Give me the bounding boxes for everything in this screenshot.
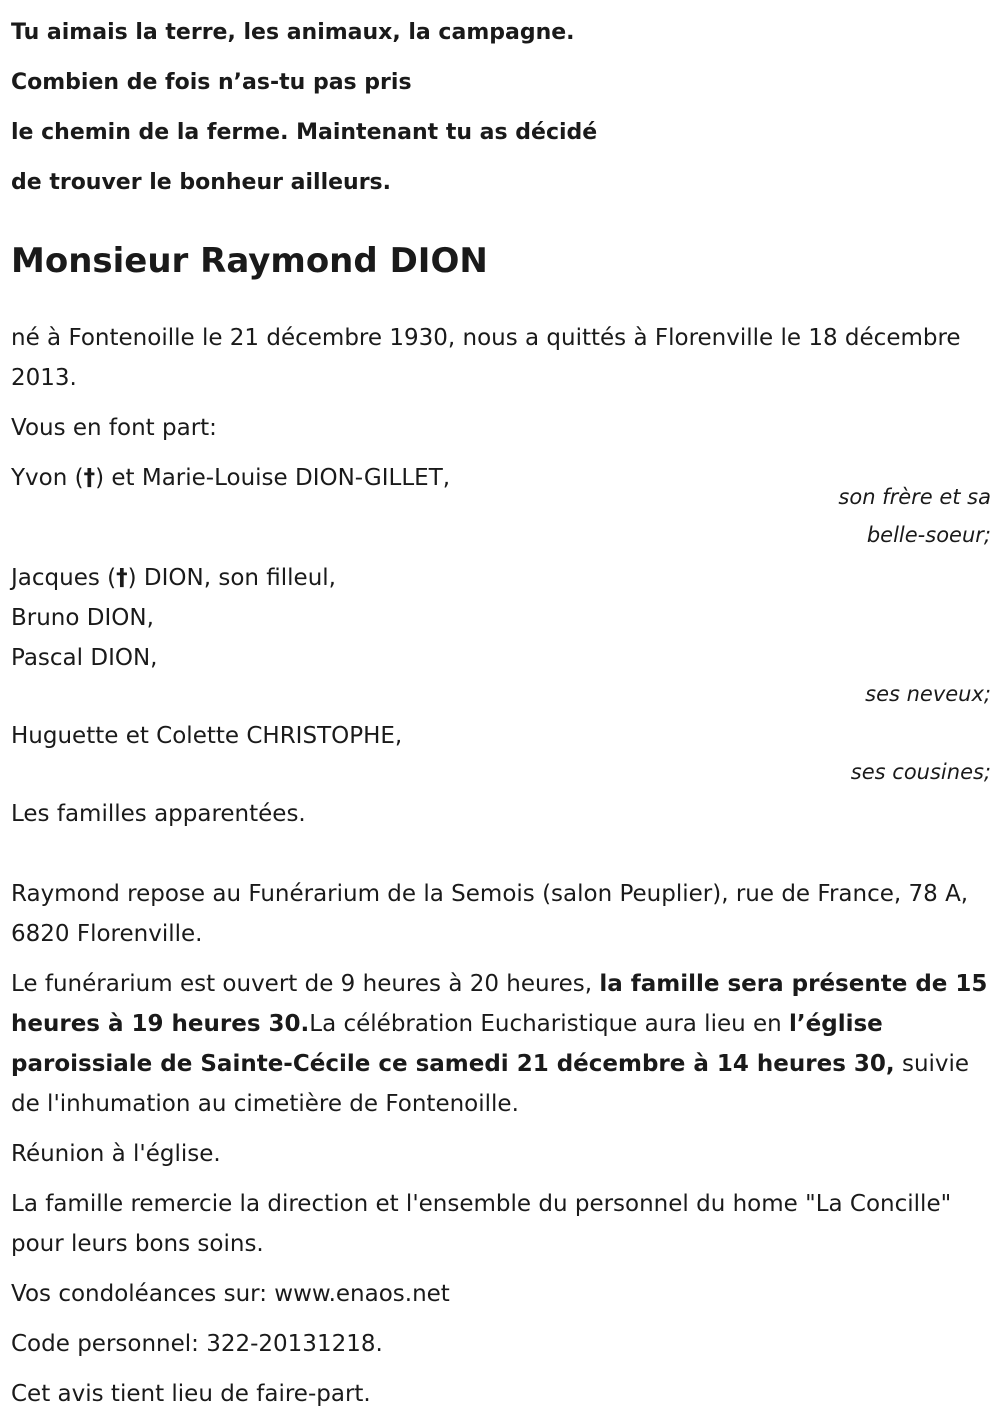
thanks-text: La famille remercie la direction et l'ensemble du personnel du home "La Concille" pour leurs bons soins.	[11, 1191, 952, 1257]
family-closing: Les familles apparentées.	[11, 801, 306, 827]
notice-text: Cet avis tient lieu de faire-part.	[11, 1381, 371, 1407]
poem-line: Tu aimais la terre, les animaux, la campagne.	[11, 20, 575, 45]
deceased-name: Monsieur Raymond DION	[11, 241, 488, 281]
family-line: Bruno DION,	[11, 605, 154, 631]
relation-label: belle-soeur;	[866, 523, 991, 547]
obituary-notice	[11, 0, 991, 1414]
hours-text: Le funérarium est ouvert de 9 heures à 20 heures, la famille sera présente de 15 heures à 19 heures 30.La célébration Eucharistique aura lieu en l’église paroissiale de Sainte-Cécile ce samedi 21 décembre à 14 heures 30, suivie de l'inhumation au cimetière de Fontenoille.	[11, 971, 988, 1117]
reunion-text: Réunion à l'église.	[11, 1141, 221, 1167]
family-group-sibling	[11, 458, 991, 554]
family-line: Huguette et Colette CHRISTOPHE,	[11, 723, 403, 749]
relation-label: son frère et sa	[838, 485, 991, 509]
cross-icon: †	[116, 565, 128, 591]
family-group-nephews	[11, 558, 991, 706]
relation-label: ses cousines;	[850, 760, 991, 784]
poem-line: Combien de fois n’as-tu pas pris	[11, 70, 412, 95]
birth-death-text: né à Fontenoille le 21 décembre 1930, nous a quittés à Florenville le 18 décembre 2013.	[11, 325, 961, 391]
poem	[11, 0, 991, 208]
relation-label: ses neveux;	[865, 682, 991, 706]
poem-line: le chemin de la ferme. Maintenant tu as décidé	[11, 120, 598, 145]
family-group-cousins	[11, 716, 991, 784]
family-line: Yvon (†) et Marie-Louise DION-GILLET,	[11, 465, 451, 491]
announcement-intro: Vous en font part:	[11, 415, 217, 441]
family-line: Jacques (†) DION, son filleul,	[11, 565, 336, 591]
personal-code: Code personnel: 322-20131218.	[11, 1331, 383, 1357]
repose-text: Raymond repose au Funérarium de la Semois (salon Peuplier), rue de France, 78 A, 6820 Florenville.	[11, 881, 969, 947]
condolences-text: Vos condoléances sur: www.enaos.net	[11, 1281, 450, 1307]
family-line: Pascal DION,	[11, 645, 158, 671]
cross-icon: †	[83, 465, 96, 491]
poem-line: de trouver le bonheur ailleurs.	[11, 170, 391, 195]
